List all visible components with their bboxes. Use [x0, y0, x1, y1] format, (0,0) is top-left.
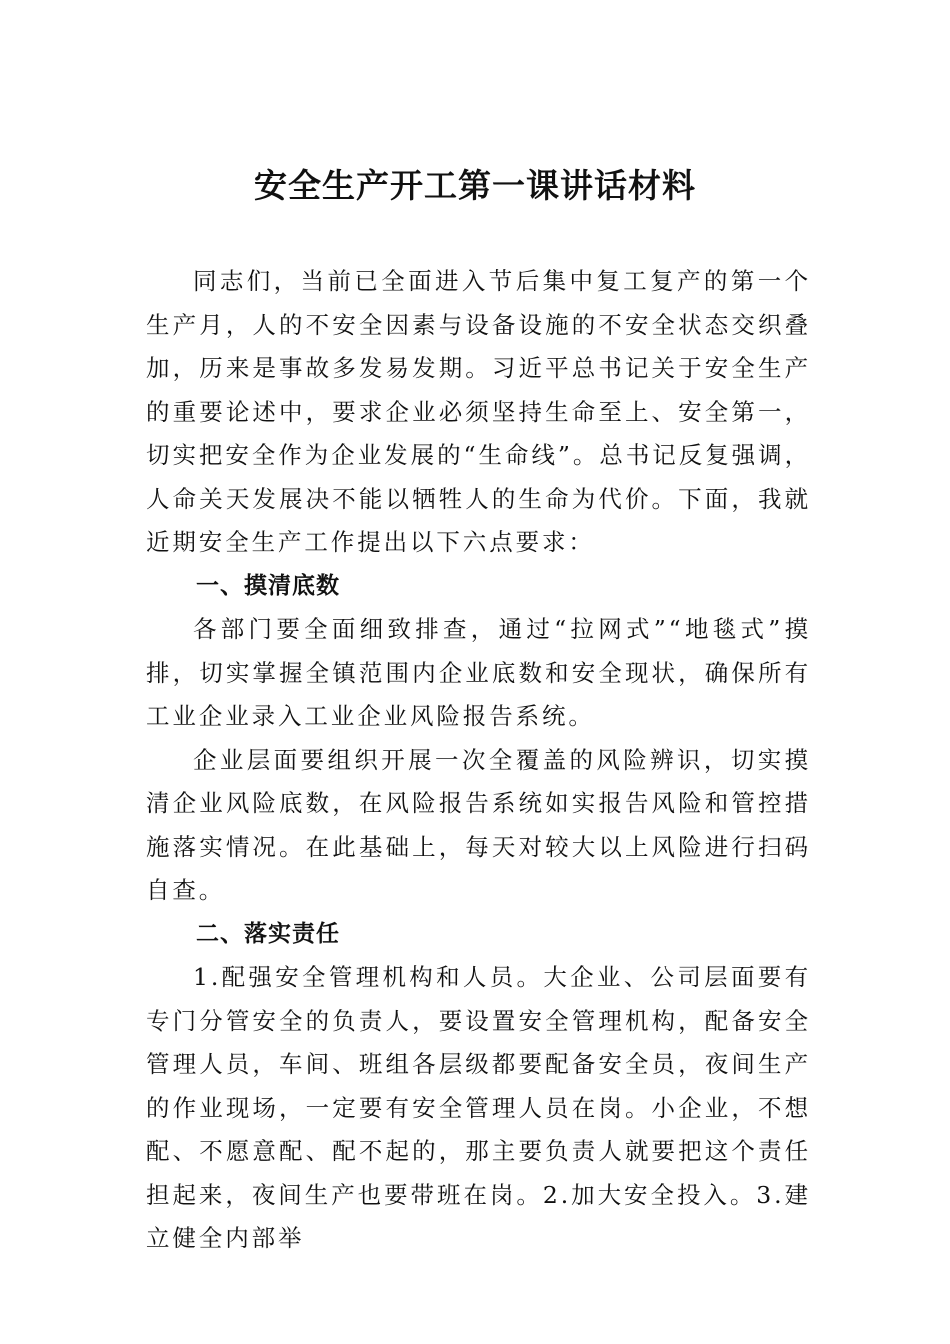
document-body: [146, 260, 811, 1261]
section-1-paragraph-2: 企业层面要组织开展一次全覆盖的风险辨识，切实摸清企业风险底数，在风险报告系统如实报告风险和管控措施落实情况。在此基础上，每天对较大以上风险进行扫码自查。: [146, 745, 811, 904]
document-title: 安全生产开工第一课讲话材料: [254, 166, 696, 205]
section-1-paragraph-1: 各部门要全面细致排查，通过“拉网式”“地毯式”摸排，切实掌握全镇范围内企业底数和安全现状，确保所有工业企业录入工业企业风险报告系统。: [146, 615, 811, 730]
intro-paragraph: 同志们，当前已全面进入节后集中复工复产的第一个生产月，人的不安全因素与设备设施的不安全状态交织叠加，历来是事故多发易发期。习近平总书记关于安全生产的重要论述中，要求企业必须坚持生命至上、安全第一，切实把安全作为企业发展的“生命线”。总书记反复强调，人命关天发展决不能以牺牲人的生命为代价。下面，我就近期安全生产工作提出以下六点要求：: [146, 267, 811, 556]
section-heading-2: 二、落实责任: [196, 920, 340, 947]
section-heading-1: 一、摸清底数: [196, 572, 340, 599]
section-2-paragraph-1: 1.配强安全管理机构和人员。大企业、公司层面要有专门分管安全的负责人，要设置安全管理机构，配备安全管理人员，车间、班组各层级都要配备安全员，夜间生产的作业现场，一定要有安全管理人员在岗。小企业，不想配、不愿意配、配不起的，那主要负责人就要把这个责任担起来，夜间生产也要带班在岗。2.加大安全投入。3.建立健全内部举: [146, 963, 811, 1252]
